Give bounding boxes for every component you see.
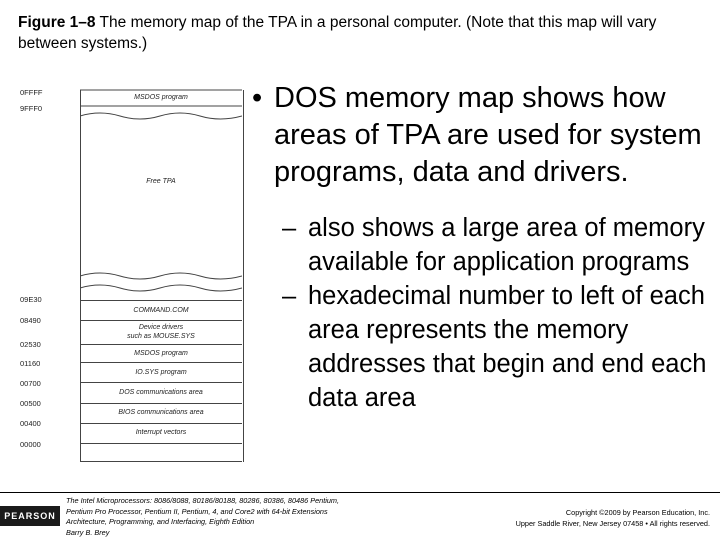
top-break-line (80, 82, 242, 122)
map-divider (80, 461, 242, 462)
region-label: COMMAND.COM (133, 307, 189, 314)
sub-bullet (282, 279, 712, 415)
bullet-list (252, 80, 712, 415)
book-line: Pentium Pro Processor, Pentium II, Pentium, 4, and Core2 with 64-bit Extensions (66, 506, 328, 516)
region-label: MSDOS program (134, 350, 188, 357)
region-label: Device drivers (138, 324, 184, 331)
address-label: 00700 (20, 379, 41, 388)
sub-bullet-text: hexadecimal number to left of each area represents the memory addresses that begin and end each data area (308, 282, 707, 412)
book-line: Architecture, Programming, and Interfacing, Eighth Edition (66, 517, 255, 526)
slide-footer (0, 492, 720, 541)
map-divider (80, 320, 242, 321)
figure-caption (18, 12, 708, 54)
sub-bullet (282, 211, 712, 279)
map-divider (80, 362, 242, 363)
region-label: IO.SYS program (135, 369, 187, 376)
main-bullet (252, 80, 712, 191)
book-line: The Intel Microprocessors: 8086/8088, 80186/80188, 80286, 80386, 80486 Pentium, (66, 496, 340, 505)
main-bullet-text: DOS memory map shows how areas of TPA are used for system programs, data and drivers. (274, 82, 702, 188)
memory-map-figure (20, 82, 250, 462)
address-label: 00000 (20, 440, 41, 449)
map-divider (80, 382, 242, 383)
address-label: 08490 (20, 316, 41, 325)
map-divider (80, 300, 242, 301)
map-divider (80, 403, 242, 404)
region-label: DOS communications area (119, 389, 203, 396)
book-citation (66, 496, 426, 538)
address-label: 0FFFF (20, 88, 43, 97)
sub-bullet-list (252, 211, 712, 415)
pearson-logo: PEARSON (0, 506, 60, 526)
address-label: 9FFF0 (20, 104, 43, 113)
dash-icon: – (282, 214, 297, 242)
figure-label: Figure 1–8 (18, 14, 96, 31)
map-divider (80, 344, 242, 345)
address-label: 02530 (20, 340, 41, 349)
address-label: 00500 (20, 399, 41, 408)
region-label: MSDOS program (134, 94, 188, 101)
bullet-icon: • (252, 82, 263, 114)
address-label: 00400 (20, 419, 41, 428)
middle-break-line (80, 270, 242, 300)
copyright-line: Copyright ©2009 by Pearson Education, Inc. (565, 508, 710, 517)
dash-icon: – (282, 282, 297, 310)
copyright-notice (516, 507, 710, 529)
region-label: BIOS communications area (118, 409, 204, 416)
copyright-line: Upper Saddle River, New Jersey 07458 • All rights reserved. (515, 519, 710, 528)
book-author: Barry B. Brey (66, 527, 110, 537)
address-label: 01160 (20, 359, 41, 368)
caption-text: The memory map of the TPA in a personal computer. (Note that this map will vary between systems.) (18, 14, 657, 52)
region-label: Interrupt vectors (135, 429, 187, 436)
region-label: such as MOUSE.SYS (127, 333, 195, 340)
map-divider (80, 443, 242, 444)
map-divider (80, 423, 242, 424)
address-label: 09E30 (20, 295, 42, 304)
region-label: Free TPA (146, 178, 176, 185)
sub-bullet-text: also shows a large area of memory available for application programs (308, 214, 705, 276)
